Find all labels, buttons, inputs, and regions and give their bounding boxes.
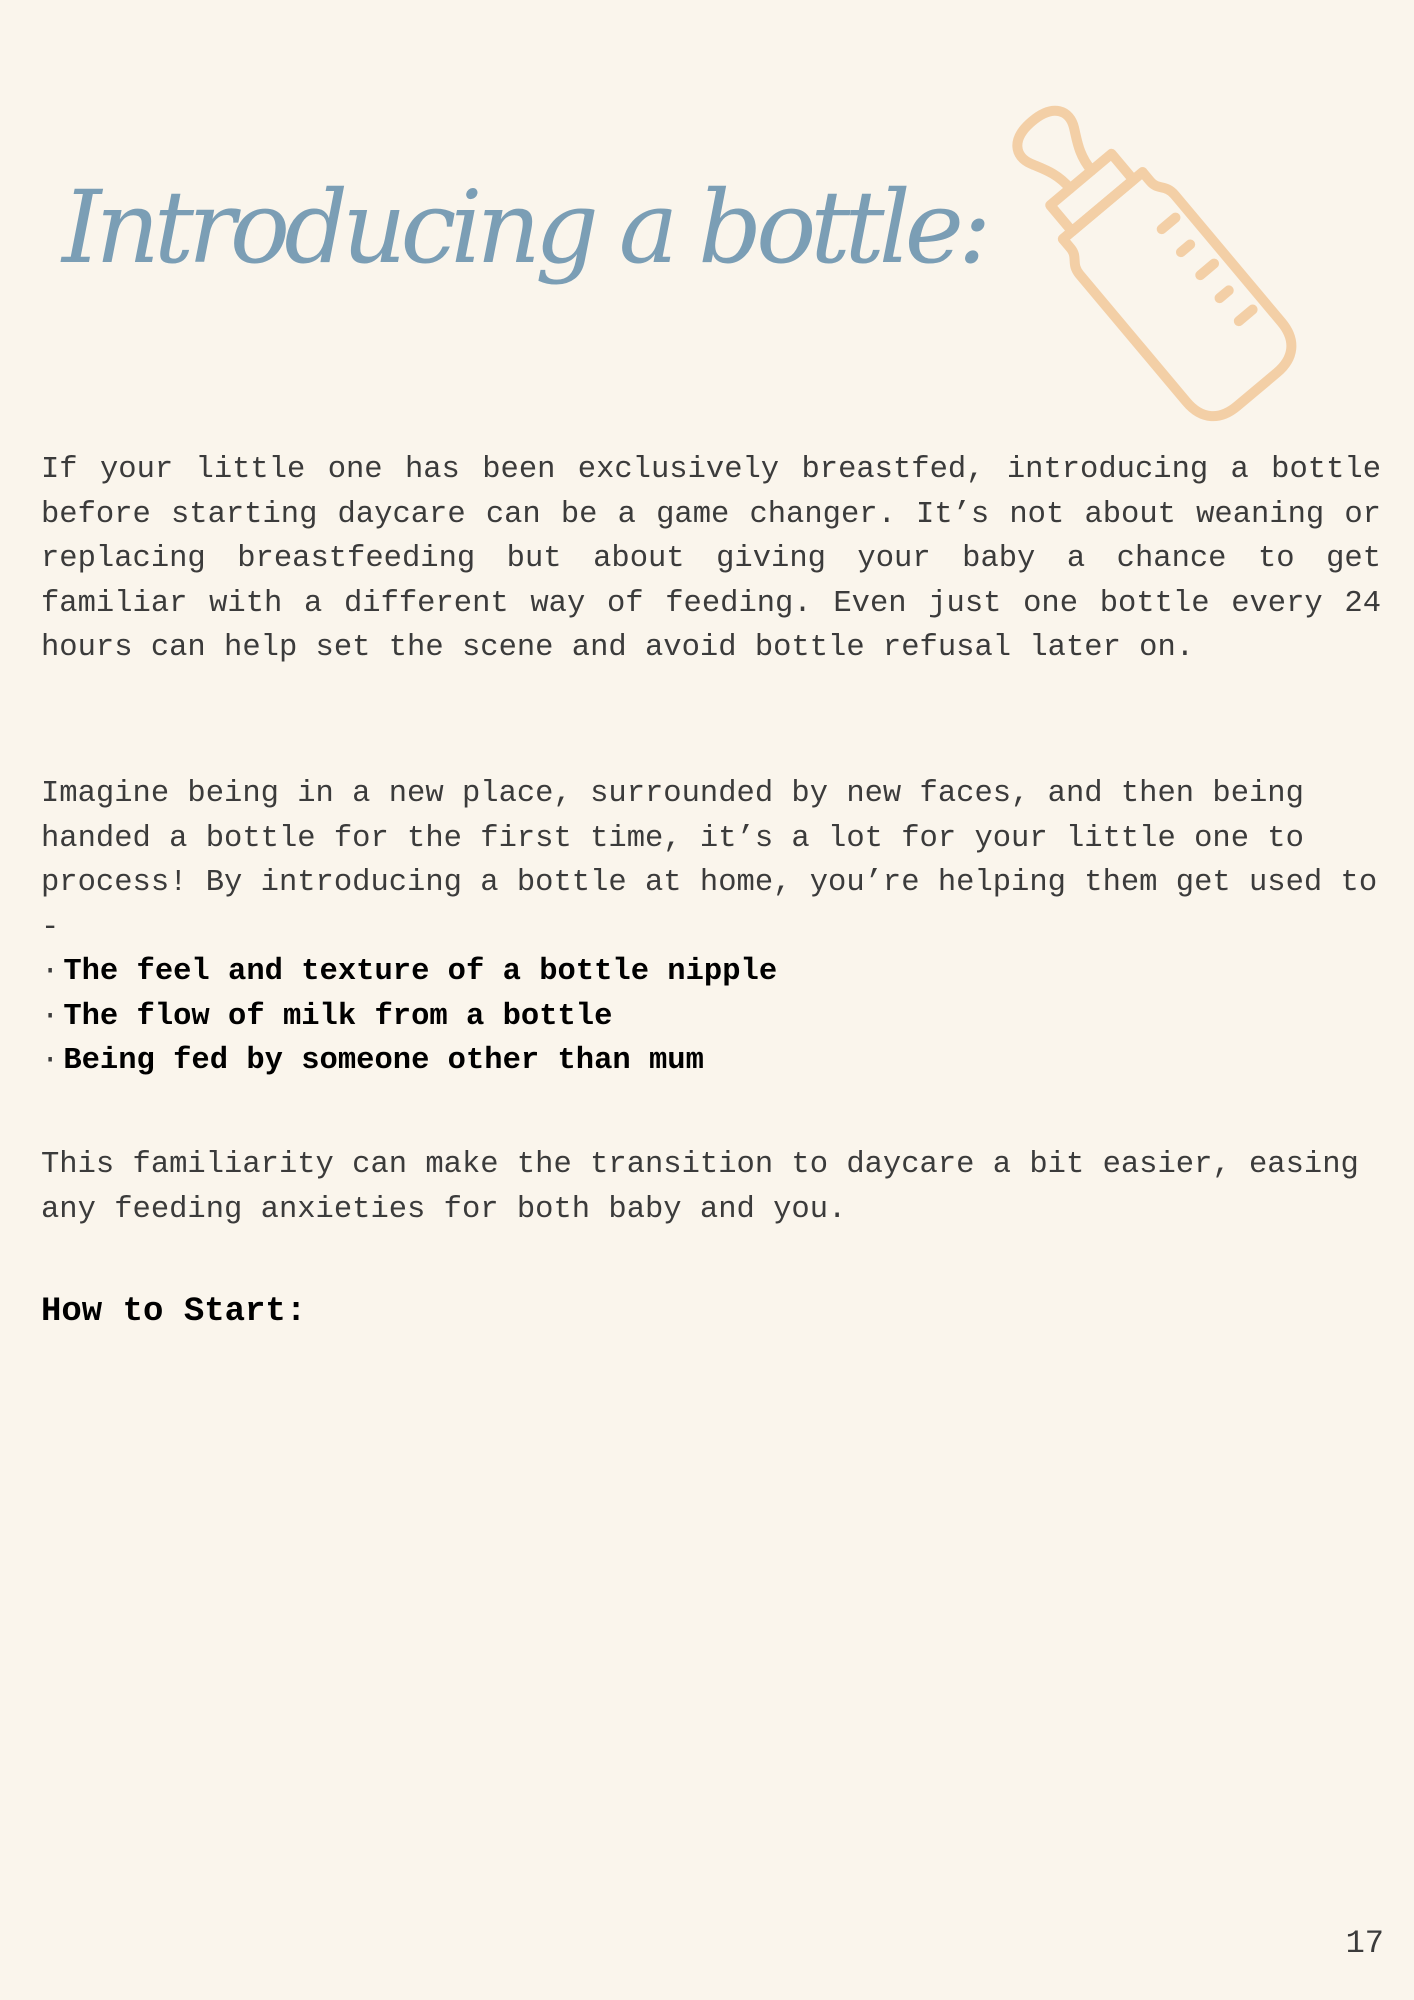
bullet-marker: · [41,1044,60,1078]
bullet-text: Being fed by someone other than mum [63,1044,704,1078]
imagine-paragraph: Imagine being in a new place, surrounded by new faces, and then being handed a bottle for the first time, it’s a lot for your little one to process! By introducing a bottle at home, you’re helping them get used to - [41,777,1378,945]
list-item [41,950,777,995]
baby-bottle-icon [930,40,1350,460]
page-title: Introducing a bottle: [62,169,986,286]
list-item [41,995,777,1040]
list-item [41,1039,777,1084]
bullet-text: The feel and texture of a bottle nipple [63,955,778,989]
page-number: 17 [1345,1925,1384,1962]
intro-paragraph: If your little one has been exclusively breastfed, introducing a bottle before starting daycare can be a game changer. It’s not about weaning or replacing breastfeeding but about giving your baby a chance to get familiar with a different way of feeding. Even just one bottle every 24 hours can help set the scene and avoid bottle refusal later on. [41,453,1381,665]
familiarity-paragraph: This familiarity can make the transition to daycare a bit easier, easing any feeding anxieties for both baby and you. [41,1148,1359,1227]
bullet-marker: · [41,955,60,989]
section-subheading: How to Start: [41,1293,307,1331]
bullet-list [41,950,777,1084]
bullet-text: The flow of milk from a bottle [63,999,613,1034]
bullet-marker: · [41,999,60,1034]
